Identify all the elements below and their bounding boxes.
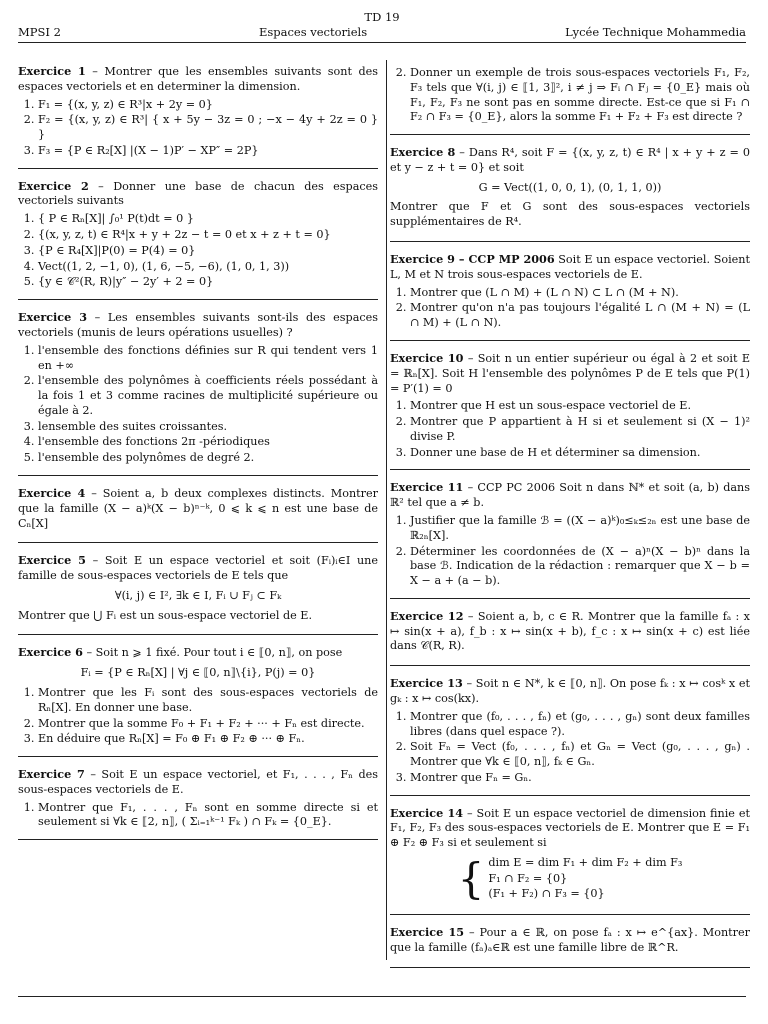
exercise-intro: Soit E un espace vectoriel. Soient L, M et N trois sous-espaces vectoriels de E. (390, 253, 750, 281)
question-list (18, 686, 378, 747)
exercise-title: Exercice 5 (18, 553, 86, 568)
question-list (390, 514, 750, 589)
exercise-title: Exercice 15 (390, 925, 465, 940)
question-item: 3. F₃ = {P ∈ R₂[X] |(X − 1)P′ − XP″ = 2P} (38, 144, 378, 159)
exercise-conclusion: Montrer que F et G sont des sous-espaces vectoriels supplémentaires de R⁴. (390, 200, 750, 229)
exercise-statement (390, 925, 750, 956)
question-item: 4. Vect((1, 2, −1, 0), (1, 6, −5, −6), (1, 0, 1, 3)) (38, 260, 378, 275)
system-line: (F₁ + F₂) ∩ F₃ = {0} (488, 887, 605, 901)
subject-title: Espaces vectoriels (258, 25, 368, 39)
question-item: 2. Déterminer les coordonnées de (X − a)ⁿ(X − b)ⁿ dans la base ℬ. Indication de la rédaction : remarquer que X − b = X − a + (a − b). (410, 545, 750, 589)
exercise-intro: – Soit E un espace vectoriel, et F₁, . . . , Fₙ des sous-espaces vectoriels de E. (18, 768, 378, 796)
exercise-statement (390, 252, 750, 283)
exercise-block (18, 549, 378, 635)
exercise-intro: – Soit n un entier supérieur ou égal à 2 et soit E = ℝₙ[X]. Soit H l'ensemble des polynômes P de E tels que P(1) = P′(1) = 0 (390, 351, 751, 395)
exercise-title: Exercice 9 – CCP MP 2006 (390, 252, 555, 267)
question-item: 2. Soit Fₙ = Vect (f₀, . . . , fₙ) et Gₙ = Vect (g₀, . . . , gₙ) . Montrer que ∀k ∈ ⟦0, n⟧, fₖ ∈ Gₙ. (410, 740, 750, 770)
brace-system (390, 855, 750, 902)
exercise-intro: – Soit E un espace vectoriel de dimension finie et F₁, F₂, F₃ des sous-espaces vectoriels de E. Montrer que E = F₁ ⊕ F₂ ⊕ F₃ si et seulement si (390, 806, 750, 850)
exercise-conclusion: Montrer que ⋃ Fᵢ est un sous-espace vectoriel de E. (18, 608, 313, 622)
display-formula: G = Vect((1, 0, 0, 1), (0, 1, 1, 0)) (478, 180, 662, 194)
exercise-title: Exercice 1 (18, 64, 86, 78)
exercise-block (18, 763, 378, 840)
system-line: dim E = dim F₁ + dim F₂ + dim F₃ (488, 856, 683, 870)
exercise-intro: – Soit n ⩾ 1 fixé. Pour tout i ∈ ⟦0, n⟧, on pose (82, 646, 343, 660)
exercise-title: Exercice 11 (390, 480, 464, 495)
exercise-block (390, 802, 750, 915)
display-formula: ∀(i, j) ∈ I², ∃k ∈ I, Fᵢ ∪ Fⱼ ⊂ Fₖ (114, 588, 282, 602)
system-lines (488, 855, 682, 902)
question-list (390, 66, 750, 125)
exercise-intro: – Montrer que les ensembles suivants sont des espaces vectoriels et en determiner la dimension. (18, 65, 378, 93)
exercise-block (390, 347, 750, 470)
exercise-title: Exercice 8 (390, 145, 456, 160)
question-list (18, 212, 378, 290)
exercise-statement (18, 645, 378, 661)
exercise-title: Exercice 4 (18, 485, 86, 500)
exercise-statement (390, 676, 750, 707)
question-list (390, 710, 750, 786)
question-item: 1. Justifier que la famille ℬ = ((X − a)ᵏ)₀≤ₖ≤₂ₙ est une base de ℝ₂ₙ[X]. (410, 514, 750, 544)
exercise-statement (18, 310, 378, 341)
exercise-block (390, 672, 750, 795)
exercise-intro: – Soient a, b, c ∈ R. Montrer que la famille fₐ : x ↦ sin(x + a), f_b : x ↦ sin(x + b), f_c : x ↦ sin(x + c) est liée dans 𝒞(R, R). (390, 609, 750, 653)
question-item: 3. En déduire que Rₙ[X] = F₀ ⊕ F₁ ⊕ F₂ ⊕ ··· ⊕ Fₙ. (38, 732, 378, 747)
right-column (390, 60, 750, 974)
question-item: 2. Montrer qu'on n'a pas toujours l'égalité L ∩ (M + N) = (L ∩ M) + (L ∩ N). (410, 301, 750, 331)
display-formula: Fᵢ = {P ∈ Rₙ[X] | ∀j ∈ ⟦0, n⟧\{i}, P(j) = 0} (80, 666, 316, 680)
exercise-block (18, 641, 378, 757)
question-item: 2. Montrer que P appartient à H si et seulement si (X − 1)² divise P. (410, 415, 750, 445)
school-name: Lycée Technique Mohammedia (565, 25, 746, 39)
system-line: F₁ ∩ F₂ = {0} (488, 871, 568, 885)
exercise-block (390, 60, 750, 135)
column-separator (386, 60, 387, 960)
exercise-intro: – Donner une base de chacun des espaces vectoriels suivants (18, 179, 378, 208)
question-item: 2. {(x, y, z, t) ∈ R⁴|x + y + 2z − t = 0 et x + z + t = 0} (38, 228, 378, 243)
exercise-statement (390, 351, 750, 396)
question-item: 3. {P ∈ R₄[X]|P(0) = P(4) = 0} (38, 244, 378, 259)
question-list (18, 801, 378, 831)
question-item: 1. { P ∈ Rₙ[X]| ∫₀¹ P(t)dt = 0 } (38, 212, 378, 227)
question-item: 1. l'ensemble des fonctions définies sur R qui tendent vers 1 en +∞ (38, 344, 378, 374)
question-list (390, 399, 750, 460)
exercise-intro: – Soient a, b deux complexes distincts. Montrer que la famille (X − a)ᵏ(X − b)ⁿ⁻ᵏ, 0 ⩽ k ⩽ n est une base de Cₙ[X] (18, 486, 378, 530)
left-column (18, 60, 378, 846)
exercise-statement (390, 145, 750, 176)
exercise-title: Exercice 14 (390, 805, 464, 820)
question-item: 4. l'ensemble des fonctions 2π -périodiques (38, 435, 378, 450)
exercise-title: Exercice 3 (18, 310, 87, 325)
question-list (18, 98, 378, 159)
exercise-statement (390, 609, 750, 654)
exercise-title: Exercice 2 (18, 178, 89, 193)
exercise-statement (18, 486, 378, 531)
exercise-block (390, 248, 750, 341)
exercise-title: Exercice 13 (390, 676, 463, 691)
question-item: 5. {y ∈ 𝒞²(R, R)|y″ − 2y′ + 2 = 0} (38, 275, 378, 290)
exercise-statement (18, 64, 378, 95)
exercise-block (390, 476, 750, 598)
exercise-block (390, 141, 750, 242)
question-item: 2. l'ensemble des polynômes à coefficients réels possédant à la fois 1 et 3 comme racines de multiplicité supérieure ou égale à 2. (38, 374, 378, 418)
question-item: 1. Montrer que (L ∩ M) + (L ∩ N) ⊂ L ∩ (M + N). (410, 286, 750, 301)
exercise-block (18, 482, 378, 543)
exercise-block (390, 921, 750, 968)
question-item: 5. l'ensemble des polynômes de degré 2. (38, 451, 378, 466)
question-item: 3. Montrer que Fₙ = Gₙ. (410, 771, 750, 786)
exercise-title: Exercice 12 (390, 608, 464, 623)
question-list (390, 286, 750, 331)
question-item: 1. F₁ = {(x, y, z) ∈ R³|x + 2y = 0} (38, 98, 378, 113)
footer-rule (18, 996, 746, 997)
exercise-statement (390, 806, 750, 851)
question-item: 3. Donner une base de H et déterminer sa dimension. (410, 446, 750, 461)
exercise-title: Exercice 6 (18, 645, 83, 660)
question-item: 2. Montrer que la somme F₀ + F₁ + F₂ + ··· + Fₙ est directe. (38, 717, 378, 732)
question-item: 1. Montrer que les Fᵢ sont des sous-espaces vectoriels de Rₙ[X]. En donner une base. (38, 686, 378, 716)
exercise-intro: – CCP PC 2006 Soit n dans ℕ* et soit (a, b) dans ℝ² tel que a ≠ b. (390, 481, 750, 510)
exercise-block (390, 605, 750, 666)
left-brace: { (457, 853, 485, 903)
exercise-intro: – Soit E un espace vectoriel et soit (Fᵢ)ᵢ∈I une famille de sous-espaces vectoriels de E tels que (18, 554, 378, 583)
question-item: 3. lensemble des suites croissantes. (38, 420, 378, 435)
question-item: 2. Donner un exemple de trois sous-espaces vectoriels F₁, F₂, F₃ tels que ∀(i, j) ∈ ⟦1, 3⟧², i ≠ j ⇒ Fᵢ ∩ Fⱼ = {0_E} mais où F₁, F₂, F₃ ne sont pas en somme directe. Est-ce que si F₁ ∩ F₂ ∩ F₃ = {0_E}, alors la somme F₁ + F₂ + F₃ est directe ? (410, 66, 750, 125)
page-header (18, 10, 746, 44)
exercise-title: Exercice 10 (390, 350, 464, 365)
exercise-intro: – Dans R⁴, soit F = {(x, y, z, t) ∈ R⁴ | x + y + z = 0 et y − z + t = 0} et soit (390, 146, 750, 174)
exercise-block (18, 60, 378, 169)
exercise-block (18, 306, 378, 476)
exercise-intro: – Soit n ∈ N*, k ∈ ⟦0, n⟧. On pose fₖ : x ↦ cosᵏ x et gₖ : x ↦ cos(kx). (390, 677, 750, 705)
exercise-statement (390, 480, 750, 511)
question-item: 1. Montrer que H est un sous-espace vectoriel de E. (410, 399, 750, 414)
exercise-statement (18, 553, 378, 584)
exercise-intro: – Pour a ∈ ℝ, on pose fₐ : x ↦ e^{ax}. Montrer que la famille (fₐ)ₐ∈ℝ est une famille libre de ℝ^R. (390, 926, 750, 954)
question-item: 1. Montrer que F₁, . . . , Fₙ sont en somme directe si et seulement si ∀k ∈ ⟦2, n⟧, ( Σᵢ₌₁ᵏ⁻¹ Fₖ ) ∩ Fₖ = {0_E}. (38, 801, 378, 831)
exercise-statement (18, 179, 378, 210)
exercise-title: Exercice 7 (18, 767, 85, 782)
question-list (18, 344, 378, 466)
question-item: 2. F₂ = {(x, y, z) ∈ R³| { x + 5y − 3z = 0 ; −x − 4y + 2z = 0 } } (38, 113, 378, 143)
header-rule (18, 42, 746, 43)
class-label: MPSI 2 (18, 25, 61, 39)
exercise-block (18, 175, 378, 300)
exercise-statement (18, 767, 378, 798)
td-number: TD 19 (364, 10, 400, 24)
question-item: 1. Montrer que (f₀, . . . , fₙ) et (g₀, . . . , gₙ) sont deux familles libres (dans quel espace ?). (410, 710, 750, 740)
exercise-intro: – Les ensembles suivants sont-ils des espaces vectoriels (munis de leurs opérations usuelles) ? (18, 311, 378, 339)
